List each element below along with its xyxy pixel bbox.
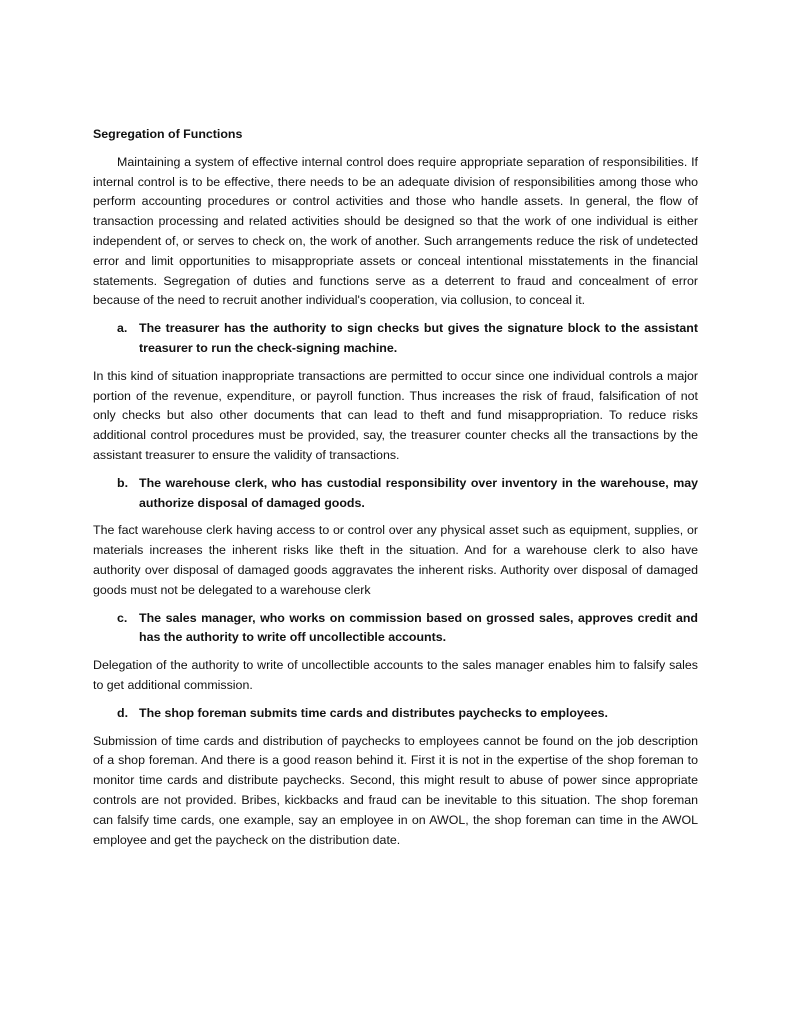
question-c	[93, 609, 698, 649]
answer-b: The fact warehouse clerk having access to or control over any physical asset such as equipment, supplies, or materials increases the inherent risks like theft in the situation. And for a warehouse clerk to also have authority over disposal of damaged goods aggravates the inherent risks. Authority over disposal of damaged goods must not be delegated to a warehouse clerk	[93, 523, 698, 597]
question-d	[93, 704, 698, 724]
question-b-letter: b.	[117, 475, 129, 490]
question-b	[93, 474, 698, 514]
answer-d: Submission of time cards and distribution of paychecks to employees cannot be found on the job description of a shop foreman. And there is a good reason behind it. First it is not in the expertise of the shop foreman to monitor time cards and distribute paychecks. Second, this might result to abuse of power since appropriate controls are not provided. Bribes, kickbacks and fraud can be inevitable to this situation. The shop foreman can falsify time cards, one example, say an employee in on AWOL, the shop foreman can time in the AWOL employee and get the paycheck on the distribution date.	[93, 733, 698, 847]
question-c-letter: c.	[117, 610, 128, 625]
answer-a: In this kind of situation inappropriate transactions are permitted to occur since one individual controls a major portion of the revenue, expenditure, or payroll function. Thus increases the risk of fraud, falsification of not only checks but also other documents that can lead to theft and fund misappropriation. To reduce risks additional control procedures must be provided, say, the treasurer counter checks all the transactions by the assistant treasurer to ensure the validity of transactions.	[93, 368, 698, 462]
document-page	[93, 125, 698, 858]
question-d-text: The shop foreman submits time cards and distributes paychecks to employees.	[139, 705, 608, 720]
question-a-text: The treasurer has the authority to sign checks but gives the signature block to the assistant treasurer to run the check-signing machine.	[139, 321, 698, 355]
answer-c: Delegation of the authority to write of uncollectible accounts to the sales manager enables him to falsify sales to get additional commission.	[93, 658, 698, 692]
section-heading: Segregation of Functions	[93, 127, 243, 141]
intro-paragraph: Maintaining a system of effective internal control does require appropriate separation of responsibilities. If internal control is to be effective, there needs to be an adequate division of responsibilities among those who perform accounting procedures or control activities and those who handle assets. In general, the flow of transaction processing and related activities should be designed so that the work of one individual is either independent of, or serves to check on, the work of another. Such arrangements reduce the risk of undetected error and limit opportunities to misappropriate assets or conceal intentional misstatements in the financial statements. Segregation of duties and functions serve as a deterrent to fraud and concealment of error because of the need to recruit another individual's cooperation, via collusion, to conceal it.	[93, 154, 698, 308]
question-c-text: The sales manager, who works on commission based on grossed sales, approves credit and has the authority to write off uncollectible accounts.	[139, 610, 698, 645]
question-b-text: The warehouse clerk, who has custodial responsibility over inventory in the warehouse, may authorize disposal of damaged goods.	[139, 475, 698, 510]
question-d-letter: d.	[117, 705, 129, 720]
question-a-letter: a.	[117, 321, 128, 336]
question-a	[93, 319, 698, 359]
